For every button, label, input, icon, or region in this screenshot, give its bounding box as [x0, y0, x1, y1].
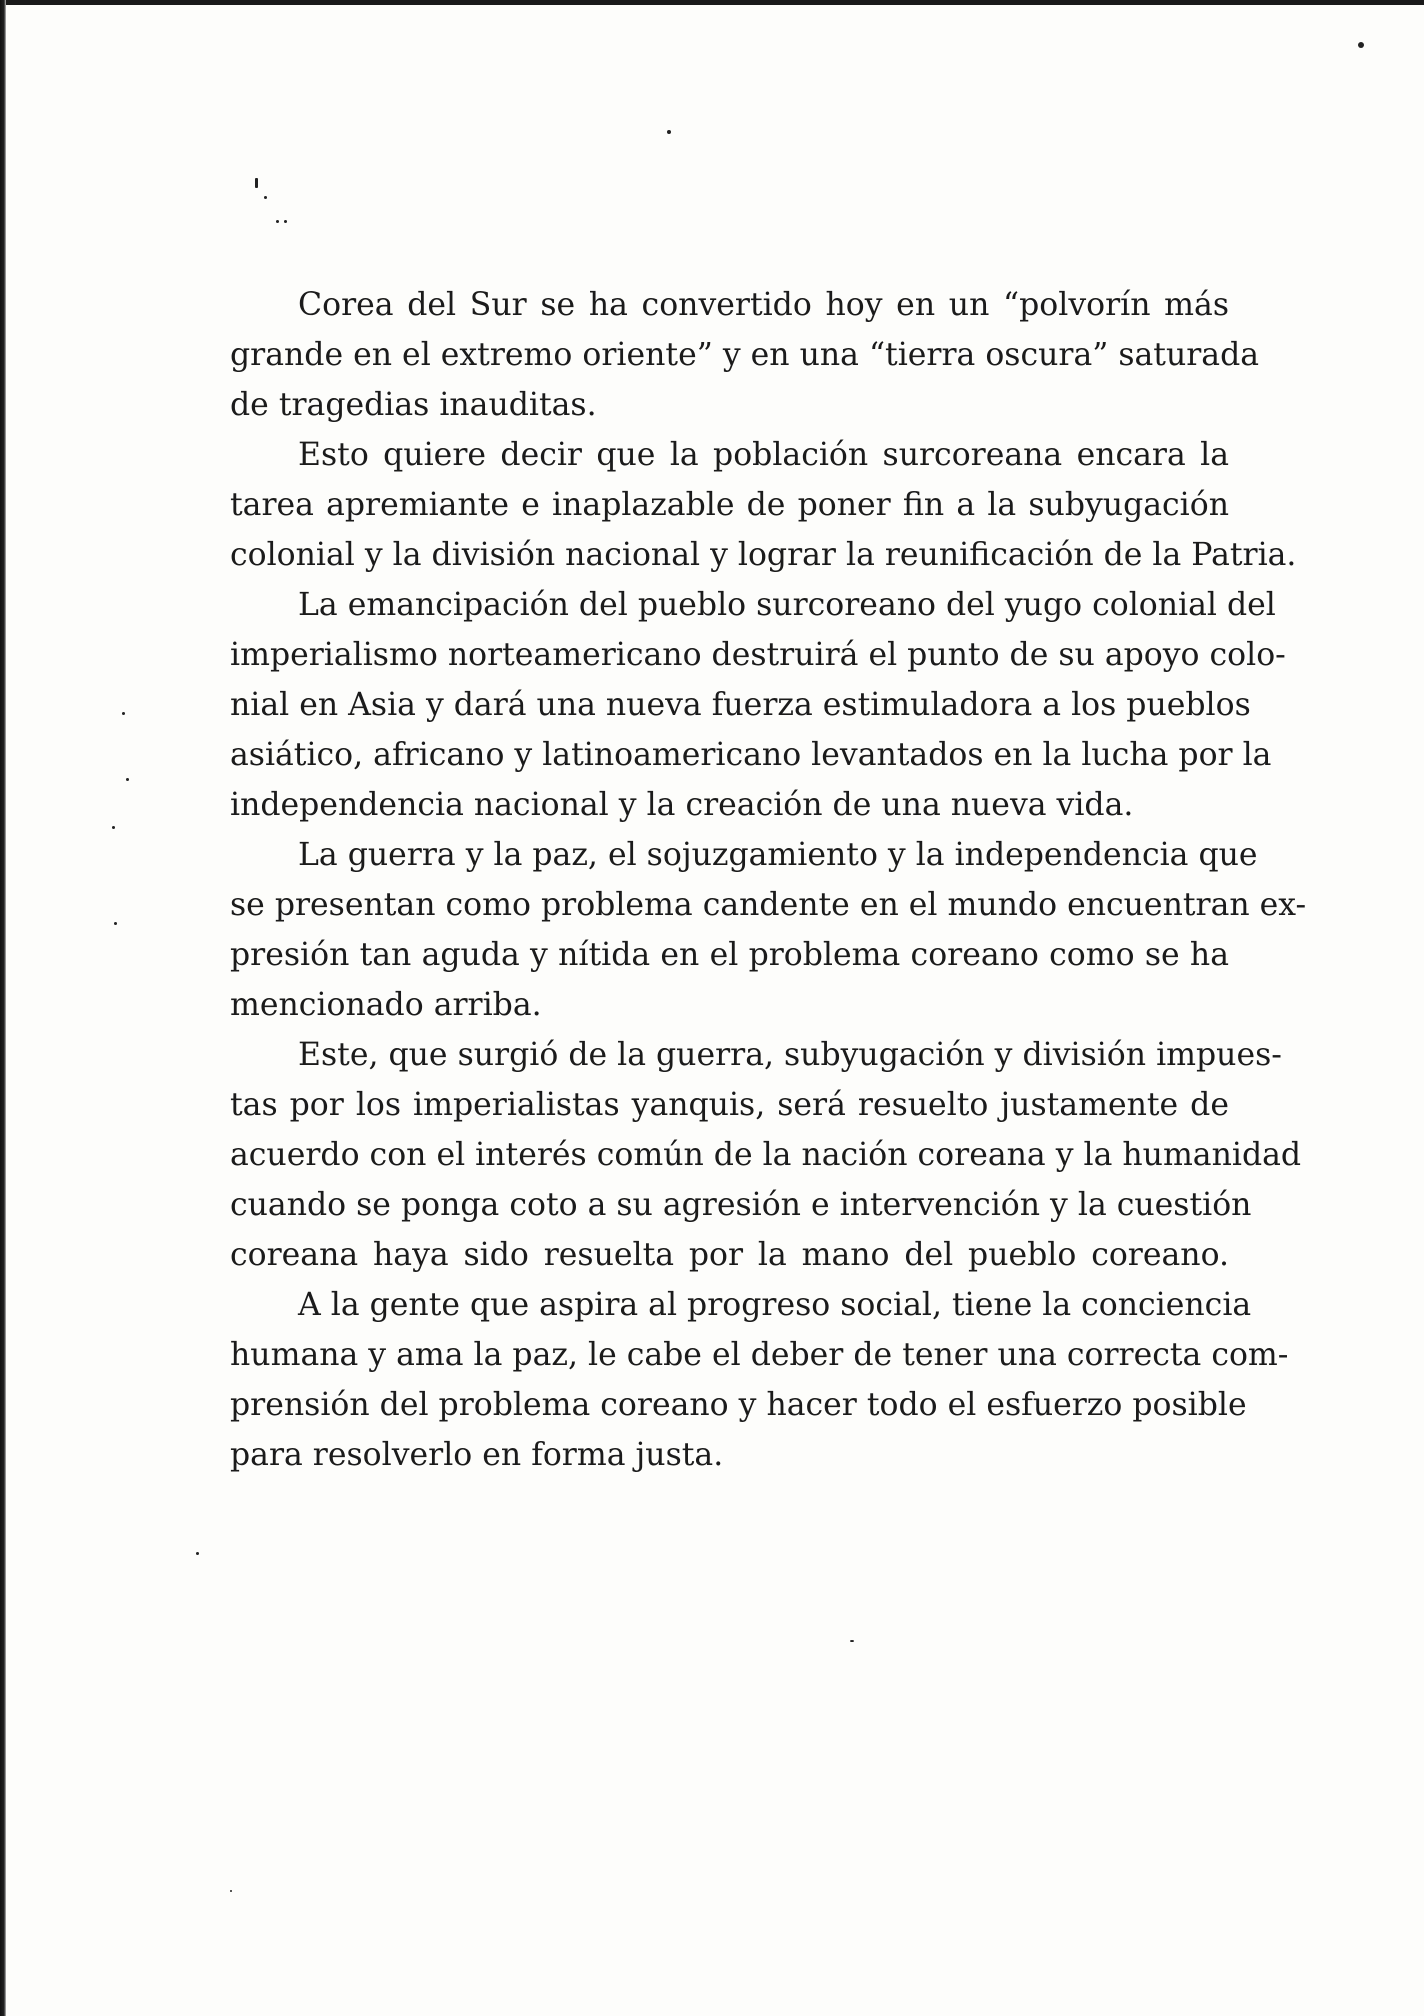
body-text [230, 280, 1307, 1480]
text-line: para resolverlo en forma justa. [230, 1437, 724, 1473]
text-line: cuando se ponga coto a su agresión e intervención y la cuestión [230, 1187, 1252, 1223]
scan-speck [284, 220, 287, 223]
paragraph [230, 280, 1260, 430]
scan-speck [276, 220, 279, 223]
text-line: coreana haya sido resuelta por la mano del pueblo coreano. [230, 1237, 1229, 1273]
text-line: se presentan como problema candente en el mundo encuentran ex- [230, 887, 1307, 923]
text-line: Este, que surgió de la guerra, subyugación y división impues- [298, 1037, 1282, 1073]
scan-speck [122, 712, 125, 715]
text-line: Esto quiere decir que la población surcoreana encara la [298, 437, 1229, 473]
text-line: tarea apremiante e inaplazable de poner fin a la subyugación [230, 487, 1229, 523]
text-line: asiático, africano y latinoamericano levantados en la lucha por la [230, 737, 1272, 773]
text-line: mencionado arriba. [230, 987, 542, 1023]
text-line: colonial y la división nacional y lograr la reunificación de la Patria. [230, 537, 1297, 573]
scan-speck [850, 1640, 854, 1642]
scan-speck [264, 196, 267, 199]
scan-speck [114, 922, 117, 925]
text-line: de tragedias inauditas. [230, 387, 597, 423]
scan-border-top [0, 0, 1424, 5]
paragraph [230, 1280, 1289, 1480]
scan-speck [230, 1890, 232, 1892]
text-line: prensión del problema coreano y hacer todo el esfuerzo posible [230, 1387, 1247, 1423]
text-line: tas por los imperialistas yanquis, será resuelto justamente de [230, 1087, 1229, 1123]
text-line: imperialismo norteamericano destruirá el punto de su apoyo colo- [230, 637, 1286, 673]
scan-speck [112, 826, 115, 829]
text-line: Corea del Sur se ha convertido hoy en un “polvorín más [298, 287, 1229, 323]
text-line: independencia nacional y la creación de una nueva vida. [230, 787, 1134, 823]
text-line: grande en el extremo oriente” y en una “tierra oscura” saturada [230, 337, 1260, 373]
scan-speck [1358, 42, 1364, 48]
text-line: La emancipación del pueblo surcoreano del yugo colonial del [298, 587, 1276, 623]
scan-speck [255, 178, 258, 188]
paragraph [230, 1030, 1302, 1280]
paragraph [230, 430, 1297, 580]
text-line: humana y ama la paz, le cabe el deber de tener una correcta com- [230, 1337, 1289, 1373]
paragraph [230, 830, 1307, 1030]
text-line: A la gente que aspira al progreso social, tiene la conciencia [298, 1287, 1252, 1323]
text-line: La guerra y la paz, el sojuzgamiento y la independencia que [298, 837, 1258, 873]
text-line: presión tan aguda y nítida en el problema coreano como se ha [230, 937, 1229, 973]
scan-border-left [0, 0, 6, 2016]
scan-speck [667, 130, 671, 134]
scan-speck [126, 778, 129, 781]
text-line: acuerdo con el interés común de la nación coreana y la humanidad [230, 1137, 1302, 1173]
paragraph [230, 580, 1286, 830]
text-line: nial en Asia y dará una nueva fuerza estimuladora a los pueblos [230, 687, 1251, 723]
scan-speck [196, 1552, 199, 1555]
